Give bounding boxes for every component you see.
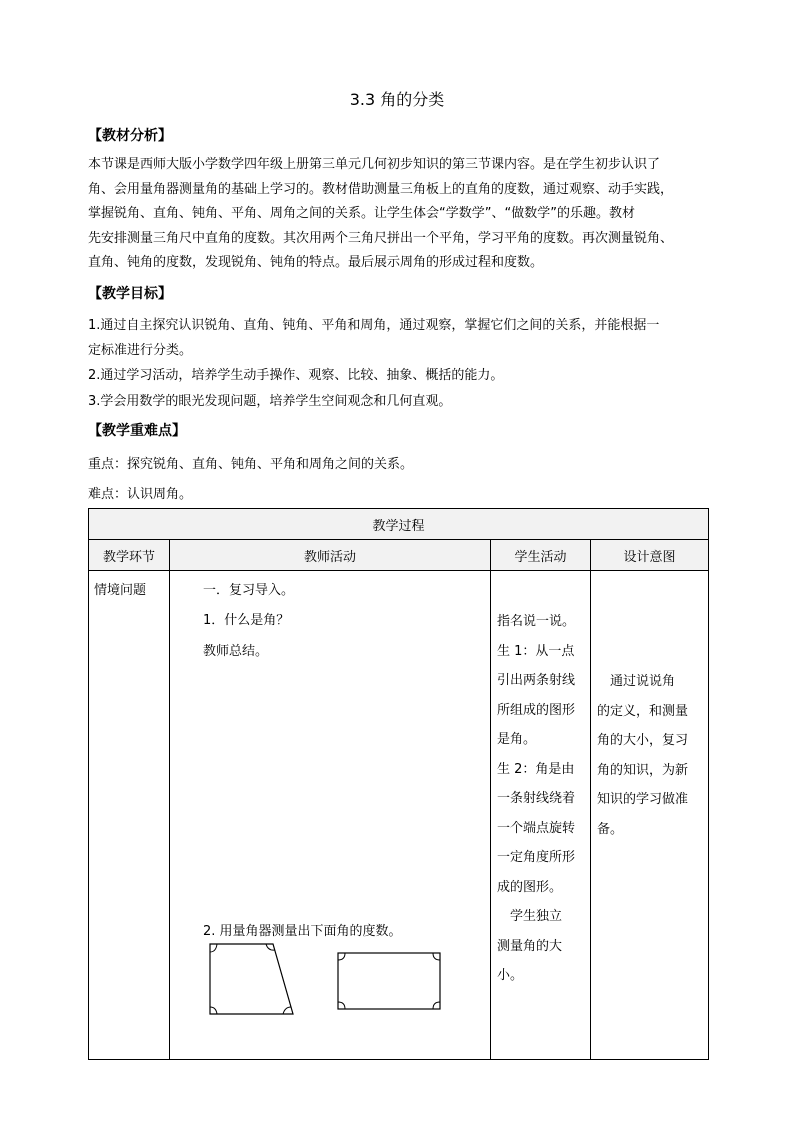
paragraph-line: 掌握锐角、直角、钝角、平角、周角之间的关系。让学生体会“学数学”、“做数学”的乐趣。教材 — [88, 206, 635, 221]
student-line: 一条射线绕着 — [497, 791, 576, 806]
table-title: 教学过程 — [89, 509, 709, 540]
student-line: 是角。 — [497, 732, 537, 747]
paragraph-line: 角、会用量角器测量角的基础上学习的。教材借助测量三角板上的直角的度数，通过观察、动手实践， — [88, 181, 674, 197]
quadrilateral-figures — [208, 941, 458, 1021]
design-intent-cell — [591, 571, 709, 1060]
paragraph-line: 本节课是西师大版小学数学四年级上册第三单元几何初步知识的第三节课内容。是在学生初步认识了 — [88, 157, 661, 172]
design-line: 通过说说角 — [597, 674, 676, 689]
design-intent-text — [597, 667, 705, 844]
student-line: 学生独立 — [497, 909, 563, 924]
page-title: 3.3 角的分类 — [349, 90, 445, 109]
student-line: 测量角的大小。 — [497, 938, 563, 983]
goal-3: 3.学会用数学的眼光发现问题，培养学生空间观念和几何直观。 — [88, 394, 452, 409]
column-header-student-activity: 学生活动 — [491, 540, 591, 571]
student-line: 一定角度所形 — [497, 850, 576, 865]
student-activity-cell — [491, 571, 591, 1060]
column-header-phase: 教学环节 — [89, 540, 170, 571]
design-line: 的定义，和测量 — [597, 703, 689, 719]
goal-1-line-a: 1.通过自主探究认识锐角、直角、钝角、平角和周角，通过观察，掌握它们之间的关系，并能根据一 — [88, 318, 660, 333]
student-line: 指名说一说。 — [497, 614, 576, 629]
teacher-summary: 教师总结。 — [203, 644, 269, 659]
phase-cell — [89, 571, 170, 1060]
review-intro: 一．复习导入。 — [203, 583, 295, 598]
table-row — [89, 571, 709, 1060]
column-header-teacher-activity: 教师活动 — [170, 540, 491, 571]
question-1: 1．什么是角？ — [203, 613, 290, 628]
design-line: 备。 — [597, 821, 624, 837]
student-line: 所组成的图形 — [497, 702, 576, 718]
student-line: 生 1：从一点 — [497, 643, 575, 659]
student-line: 成的图形。 — [497, 879, 563, 895]
phase-label: 情境问题 — [94, 583, 147, 598]
design-line: 知识的学习做准 — [597, 792, 689, 807]
paragraph-line: 先安排测量三角尺中直角的度数。其次用两个三角尺拼出一个平角，学习平角的度数。再次测量锐角、 — [88, 230, 674, 246]
column-header-design-intent: 设计意图 — [591, 540, 709, 571]
teacher-activity-cell — [170, 571, 491, 1060]
student-line: 一个端点旋转 — [497, 820, 576, 836]
trapezoid-shape — [210, 944, 293, 1014]
section-heading-key-difficulties: 【教学重难点】 — [88, 423, 186, 439]
key-point: 重点：探究锐角、直角、钝角、平角和周角之间的关系。 — [88, 457, 414, 472]
student-line: 引出两条射线 — [497, 673, 576, 688]
section-heading-textbook-analysis: 【教材分析】 — [88, 128, 172, 144]
rectangle-shape — [338, 953, 440, 1009]
section-heading-teaching-goals: 【教学目标】 — [88, 286, 172, 302]
goal-1-line-b: 定标准进行分类。 — [88, 343, 193, 358]
design-line: 角的知识，为新 — [597, 762, 689, 778]
design-line: 角的大小，复习 — [597, 733, 689, 748]
textbook-analysis-paragraph — [88, 153, 708, 276]
difficulty-point: 难点：认识周角。 — [88, 487, 193, 502]
student-line: 生 2：角是由 — [497, 761, 575, 777]
goal-2: 2.通过学习活动，培养学生动手操作、观察、比较、抽象、概括的能力。 — [88, 368, 504, 383]
question-2: 2. 用量角器测量出下面角的度数。 — [203, 924, 402, 939]
student-activity-text — [497, 607, 587, 991]
paragraph-line: 直角、钝角的度数，发现锐角、钝角的特点。最后展示周角的形成过程和度数。 — [88, 255, 544, 270]
teaching-process-table — [88, 508, 709, 1060]
